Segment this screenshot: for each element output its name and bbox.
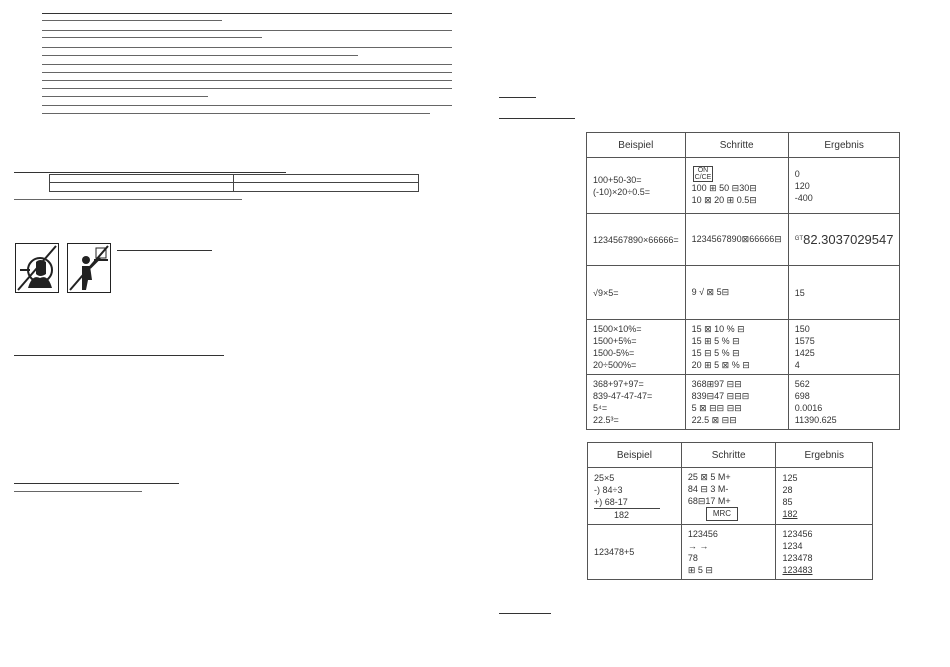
memory-examples-table xyxy=(587,442,873,580)
cell-text: 0 xyxy=(794,168,800,179)
column-header: Beispiel xyxy=(588,443,682,468)
cell-text: 22.5 ⊠ ⊟⊟ xyxy=(691,415,737,425)
cell-text: 123483 xyxy=(782,565,813,575)
cell-text: 22.5³= xyxy=(593,415,619,425)
cell-text: 9 √ ⊠ 5⊟ xyxy=(685,266,788,320)
text-line xyxy=(42,64,452,65)
spec-table xyxy=(49,174,419,192)
cell-text: 85 xyxy=(782,497,793,507)
table-row xyxy=(588,468,873,525)
text-line xyxy=(42,88,452,89)
text-line xyxy=(42,30,452,31)
mrc-key: MRC xyxy=(706,507,738,521)
cell-text: 5 ⊠ ⊟⊟ ⊟⊟ xyxy=(691,403,742,413)
text-line xyxy=(14,199,242,200)
text-line xyxy=(14,491,142,492)
cell-text: 368⊞97 ⊟⊟ xyxy=(691,379,742,389)
cell-text: ⊞ 5 ⊟ xyxy=(687,565,713,575)
text-line xyxy=(42,72,452,73)
cell-text: 15 ⊟ 5 % ⊟ xyxy=(691,348,740,358)
text-line xyxy=(42,105,452,106)
text-line xyxy=(42,20,222,21)
cell-text: 15 ⊠ 10 % ⊟ xyxy=(691,324,745,334)
cell-text: 100 ⊞ 50 ⊟30⊟ xyxy=(691,182,757,193)
cell-text: 368+97+97= xyxy=(593,379,644,389)
cell-text: 10 ⊠ 20 ⊞ 0.5⊟ xyxy=(691,194,757,205)
table-row xyxy=(587,158,900,214)
cell-text: 100+50-30= xyxy=(593,174,642,185)
cell-text: 0.0016 xyxy=(794,403,823,413)
heading-line xyxy=(14,172,286,173)
cell-text: 123456 xyxy=(687,529,718,539)
heading-line xyxy=(14,483,179,484)
cell-text: 15 ⊞ 5 % ⊟ xyxy=(691,336,740,346)
cell-text: 4 xyxy=(794,360,800,370)
cell-text: 1500×10%= xyxy=(593,324,642,334)
cell-text: 68⊟17 M+ xyxy=(687,496,731,506)
text-line xyxy=(42,113,430,114)
text-line xyxy=(42,37,262,38)
table-header-row xyxy=(587,133,900,158)
cell-text: 1500+5%= xyxy=(593,336,637,346)
cell-text: -) 84÷3 xyxy=(594,484,623,495)
cell-text: 125 xyxy=(782,473,798,483)
cell-text: 182 xyxy=(782,509,798,519)
cell-text: 25×5 xyxy=(594,472,615,483)
text-line xyxy=(42,96,208,97)
cell-text: 123478+5 xyxy=(588,525,682,580)
cell-text: 20 ⊞ 5 ⊠ % ⊟ xyxy=(691,360,750,370)
table-row xyxy=(587,266,900,320)
cell-text: 84 ⊟ 3 M- xyxy=(687,484,729,494)
table-row xyxy=(587,320,900,375)
table-row xyxy=(588,525,873,580)
cell-text: 698 xyxy=(794,391,810,401)
cell-text: 123456 xyxy=(782,529,813,539)
gt-indicator: GT xyxy=(794,236,804,242)
cell-text: 150 xyxy=(794,324,810,334)
cell-text: 1425 xyxy=(794,348,815,358)
text-line xyxy=(42,80,452,81)
cell-text: 82.3037029547 xyxy=(803,232,894,247)
cell-text: +) 68-17 xyxy=(594,496,660,509)
cell-text: 5⁴= xyxy=(593,403,608,413)
cell-text: 15 xyxy=(788,266,900,320)
cell-text: -400 xyxy=(794,192,813,203)
text-line xyxy=(42,47,452,48)
cell-text: 123478 xyxy=(782,553,813,563)
heading-line xyxy=(499,118,575,119)
text-line xyxy=(42,55,358,56)
cell-text: 562 xyxy=(794,379,810,389)
text-line xyxy=(42,13,452,14)
heading-line xyxy=(499,613,551,614)
cell-text: 28 xyxy=(782,485,793,495)
cell-text: → → xyxy=(687,541,709,551)
heading-line xyxy=(117,250,212,251)
table-header-row xyxy=(588,443,873,468)
no-swallow-warning-icon xyxy=(15,243,59,293)
cell-text: 839-47-47-47= xyxy=(593,391,653,401)
cell-text: 20÷500%= xyxy=(593,360,637,370)
cell-text: (-10)×20÷0.5= xyxy=(593,186,650,197)
cell-text: 1234567890⊠66666⊟ xyxy=(685,214,788,266)
cell-text: 1500-5%= xyxy=(593,348,635,358)
table-row xyxy=(587,214,900,266)
calculation-examples-table xyxy=(586,132,900,430)
heading-line xyxy=(14,355,224,356)
cell-text: 25 ⊠ 5 M+ xyxy=(687,472,731,482)
cell-text: 120 xyxy=(794,180,810,191)
cell-text: √9×5= xyxy=(587,266,686,320)
cell-text: 1234567890×66666= xyxy=(587,214,686,266)
cell-text: 839⊟47 ⊟⊟⊟ xyxy=(691,391,750,401)
cell-text: 1234 xyxy=(782,541,803,551)
cell-text: 1575 xyxy=(794,336,815,346)
on-clear-key: ON C/CE xyxy=(694,166,712,181)
column-header: Schritte xyxy=(685,133,788,158)
column-header: Ergebnis xyxy=(788,133,900,158)
column-header: Schritte xyxy=(681,443,776,468)
cell-text: 182 xyxy=(614,509,630,520)
table-row xyxy=(587,375,900,430)
keep-away-children-warning-icon xyxy=(67,243,111,293)
column-header: Ergebnis xyxy=(776,443,873,468)
cell-text: 78 xyxy=(687,553,698,563)
column-header: Beispiel xyxy=(587,133,686,158)
heading-line xyxy=(499,97,536,98)
cell-text: 11390.625 xyxy=(794,415,837,425)
